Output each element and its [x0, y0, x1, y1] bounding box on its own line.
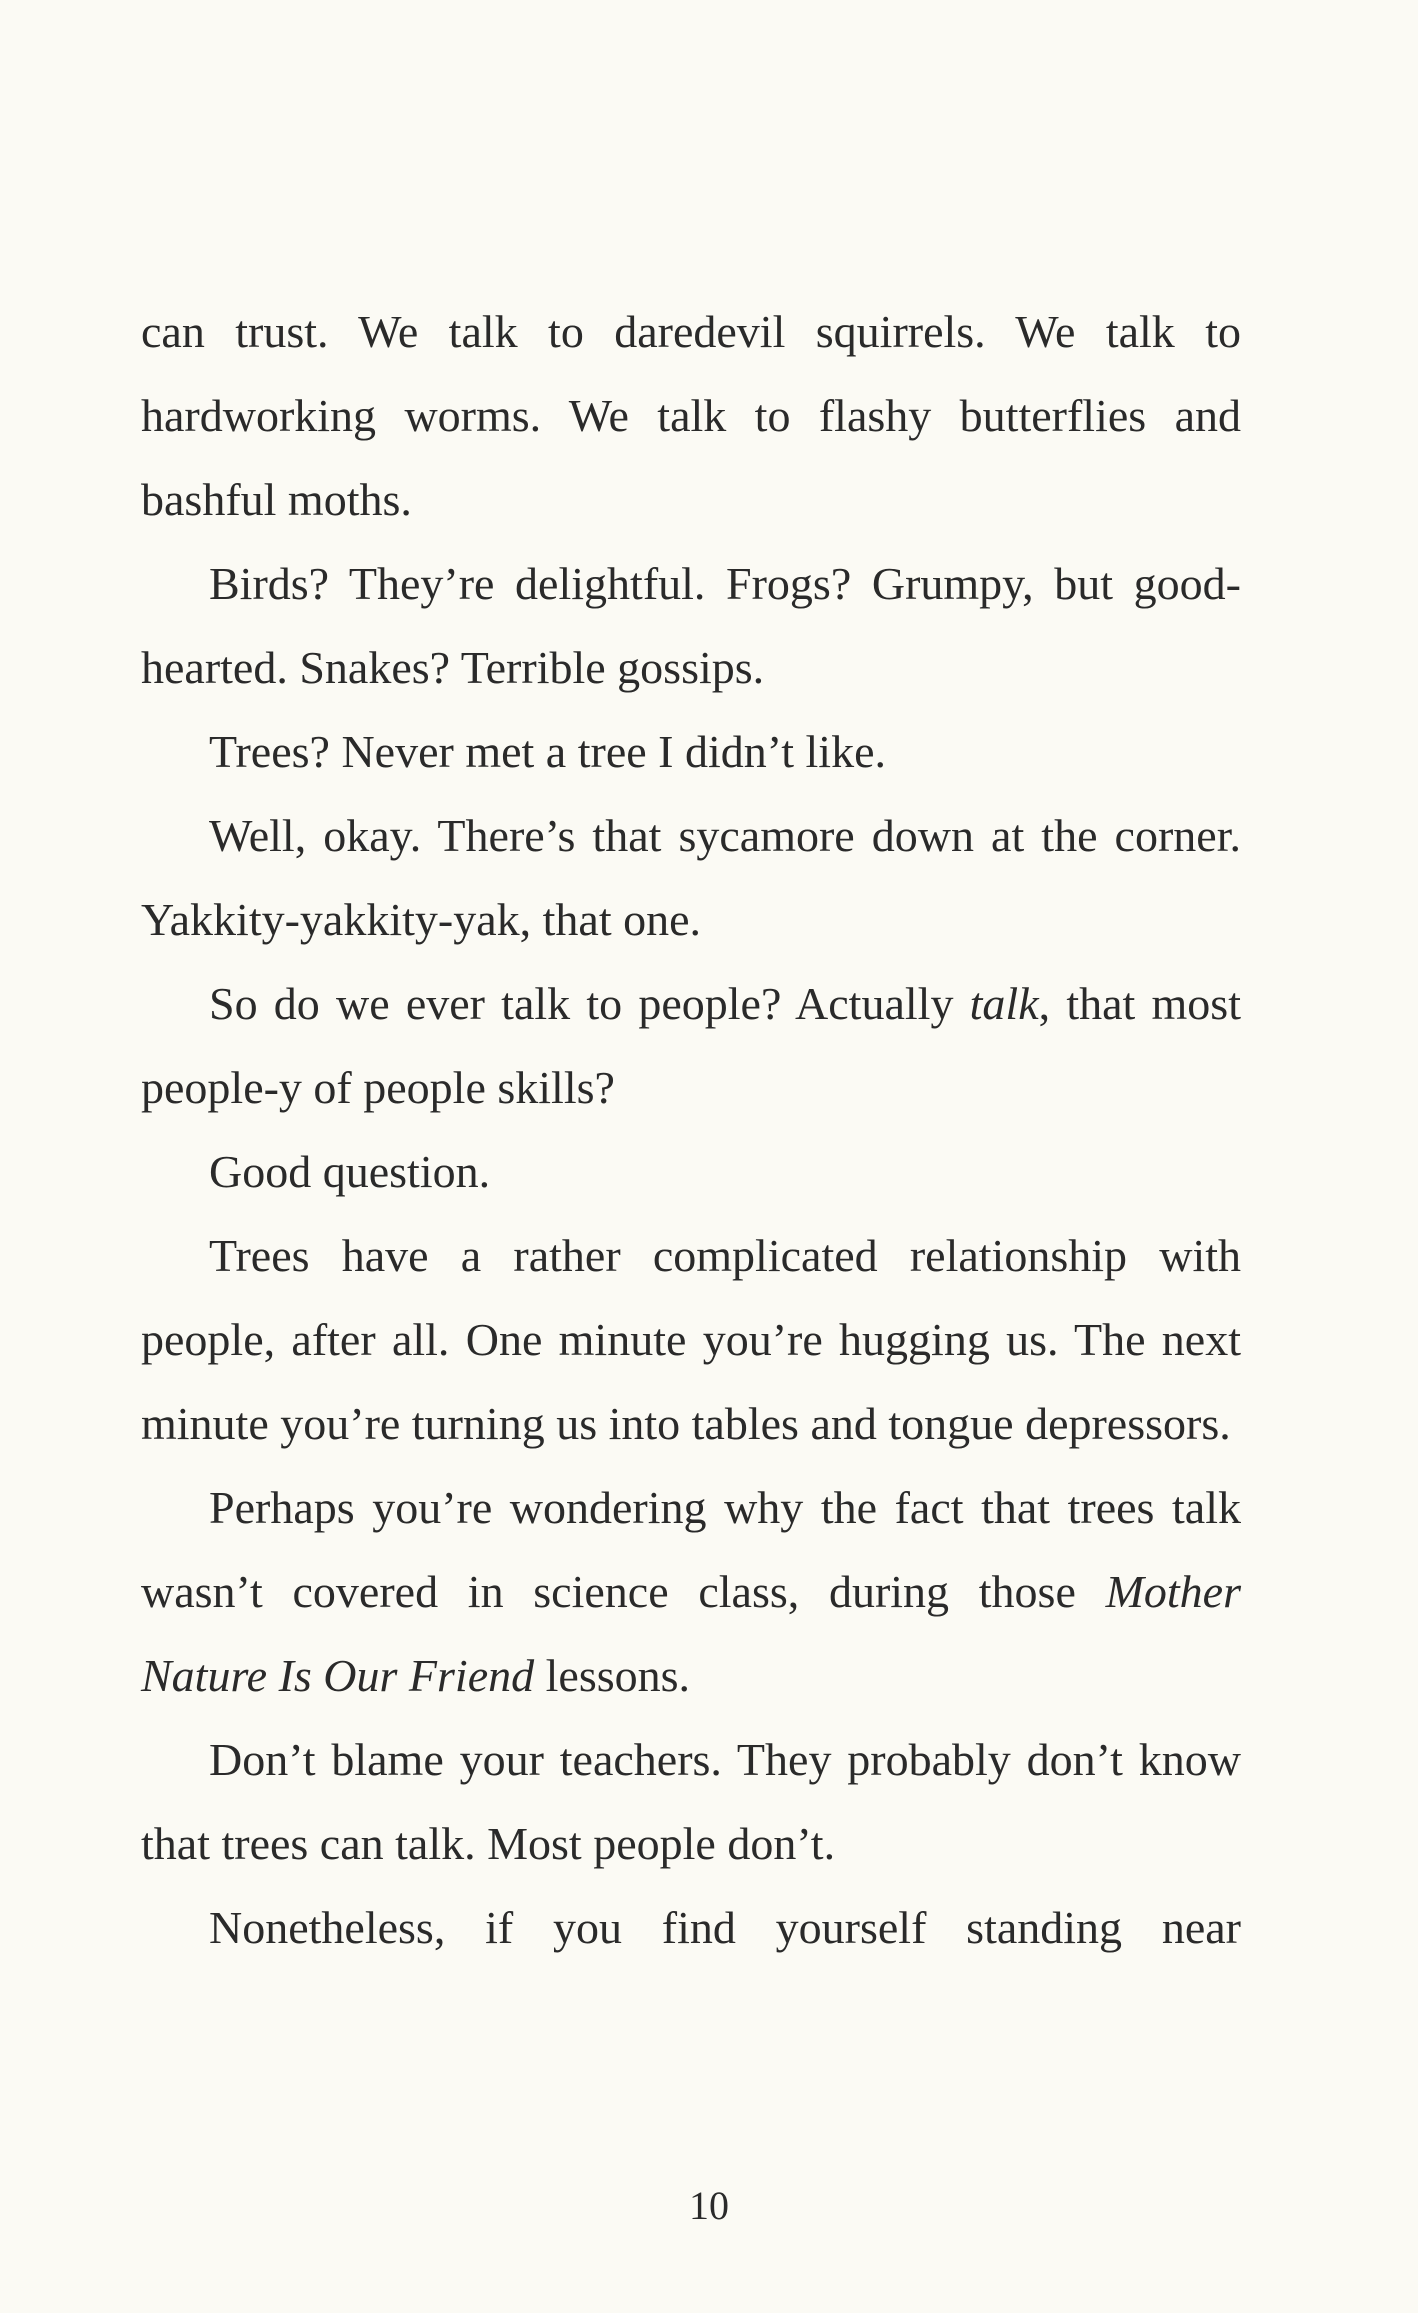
- body-text: [141, 290, 1241, 1970]
- paragraph-1: can trust. We talk to daredevil squirrels. We talk to hardworking worms. We talk to flashy butterflies and bashful moths.: [141, 306, 1241, 525]
- paragraph-5-emphasis: talk: [969, 978, 1039, 1029]
- paragraph-8: [141, 1466, 1241, 1718]
- paragraph-8-part-2: lessons.: [534, 1650, 691, 1701]
- paragraph-5-part-2: , that most people-y of people skills?: [141, 978, 1241, 1113]
- paragraph-3: Trees? Never met a tree I didn’t like.: [209, 726, 886, 777]
- paragraph-9: Don’t blame your teachers. They probably don’t know that trees can talk. Most people don’t.: [141, 1734, 1241, 1869]
- page-number: 10: [689, 2183, 729, 2228]
- paragraph-8-emphasis: Mother Nature Is Our Friend: [141, 1566, 1241, 1701]
- paragraph-5: [141, 962, 1241, 1130]
- paragraph-10: Nonetheless, if you find yourself standing near: [209, 1902, 1241, 1953]
- paragraph-7: Trees have a rather complicated relationship with people, after all. One minute you’re hugging us. The next minute you’re turning us into tables and tongue depressors.: [141, 1230, 1241, 1449]
- paragraph-2: Birds? They’re delightful. Frogs? Grumpy, but good-hearted. Snakes? Terrible gossips.: [141, 558, 1241, 693]
- paragraph-4: Well, okay. There’s that sycamore down at the corner. Yakkity-yakkity-yak, that one.: [141, 810, 1241, 945]
- paragraph-8-part-1: Perhaps you’re wondering why the fact that trees talk wasn’t covered in science class, during those: [141, 1482, 1241, 1617]
- paragraph-5-part-1: So do we ever talk to people? Actually: [209, 978, 970, 1029]
- paragraph-6: Good question.: [209, 1146, 491, 1197]
